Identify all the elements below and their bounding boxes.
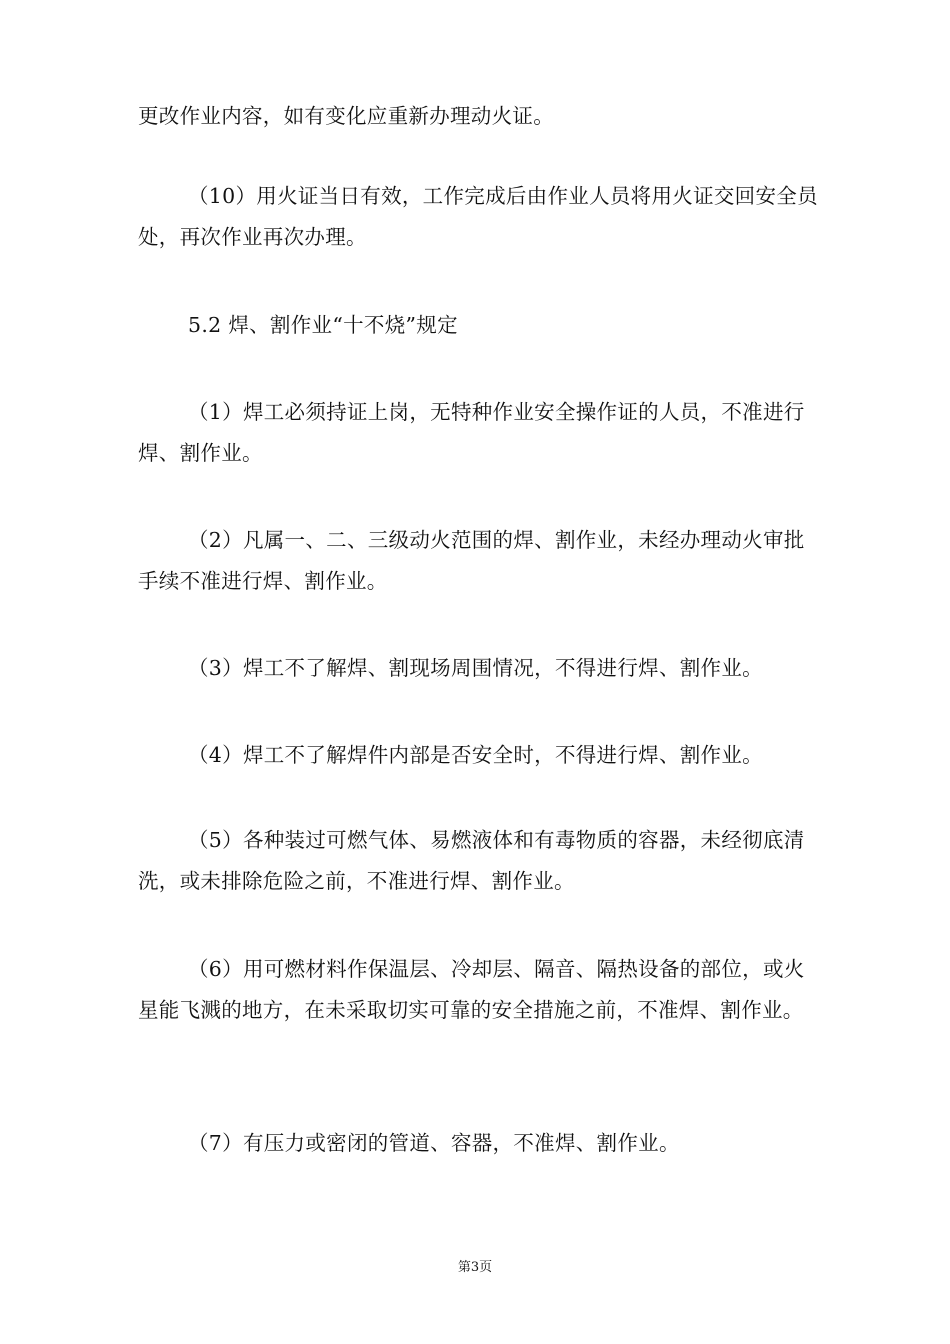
paragraph-item-4: （4）焊工不了解焊件内部是否安全时，不得进行焊、割作业。 <box>188 743 763 767</box>
paragraph-item-2: （2）凡属一、二、三级动火范围的焊、割作业，未经办理动火审批手续不准进行焊、割作业。 <box>138 528 805 593</box>
paragraph-continuation: 更改作业内容，如有变化应重新办理动火证。 <box>138 104 554 128</box>
paragraph-item-3: （3）焊工不了解焊、割现场周围情况，不得进行焊、割作业。 <box>188 656 763 680</box>
paragraph-item-1: （1）焊工必须持证上岗，无特种作业安全操作证的人员，不准进行焊、割作业。 <box>138 400 805 465</box>
paragraph-item-6: （6）用可燃材料作保温层、冷却层、隔音、隔热设备的部位，或火星能飞溅的地方，在未采取切实可靠的安全措施之前，不准焊、割作业。 <box>138 957 805 1022</box>
paragraph-item-5: （5）各种装过可燃气体、易燃液体和有毒物质的容器，未经彻底清洗，或未排除危险之前，不准进行焊、割作业。 <box>138 828 805 893</box>
paragraph-item-10: （10）用火证当日有效，工作完成后由作业人员将用火证交回安全员处，再次作业再次办理。 <box>138 184 818 249</box>
section-heading: 5.2 焊、割作业“十不烧”规定 <box>188 313 458 337</box>
page-number: 第3页 <box>457 1260 493 1275</box>
paragraph-item-7: （7）有压力或密闭的管道、容器，不准焊、割作业。 <box>188 1131 680 1155</box>
